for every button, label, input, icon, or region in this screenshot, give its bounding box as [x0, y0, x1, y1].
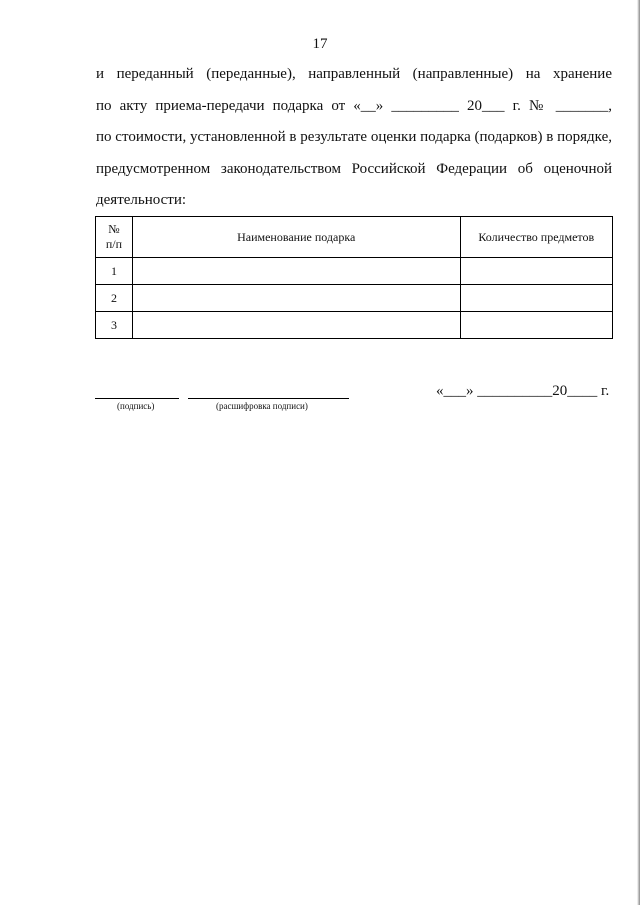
table-row — [96, 258, 613, 285]
date-field: «___» __________20____ г. — [436, 383, 610, 399]
signature-decode-caption: (расшифровка подписи) — [216, 401, 308, 411]
row-number: 1 — [96, 258, 133, 285]
row-number: 2 — [96, 285, 133, 312]
paragraph-line: и переданный (переданные), направленный (направленные) на хранение — [96, 66, 612, 82]
gifts-table — [95, 216, 613, 339]
row-quantity-cell — [460, 258, 613, 285]
header-number: № п/п — [96, 217, 133, 258]
body-paragraph — [96, 59, 612, 217]
row-name-cell — [132, 312, 460, 339]
paragraph-line: по стоимости, установленной в результате оценки подарка (подарков) в порядке, — [96, 129, 612, 145]
row-quantity-cell — [460, 312, 613, 339]
signature-decode-line — [188, 398, 349, 399]
page-number: 17 — [312, 36, 328, 52]
paragraph-line: по акту приема-передачи подарка от «__» _________ 20___ г. № _______, — [96, 97, 612, 114]
signature-caption: (подпись) — [117, 401, 155, 411]
table-header-row — [96, 217, 613, 258]
header-quantity: Количество предметов — [460, 217, 613, 258]
row-quantity-cell — [460, 285, 613, 312]
paragraph-line: предусмотренном законодательством Российской Федерации об оценочной — [96, 160, 612, 177]
row-name-cell — [132, 258, 460, 285]
table-row — [96, 285, 613, 312]
header-name: Наименование подарка — [132, 217, 460, 258]
paragraph-line: деятельности: — [96, 192, 187, 208]
row-name-cell — [132, 285, 460, 312]
table-row — [96, 312, 613, 339]
row-number: 3 — [96, 312, 133, 339]
signature-line — [95, 398, 179, 399]
